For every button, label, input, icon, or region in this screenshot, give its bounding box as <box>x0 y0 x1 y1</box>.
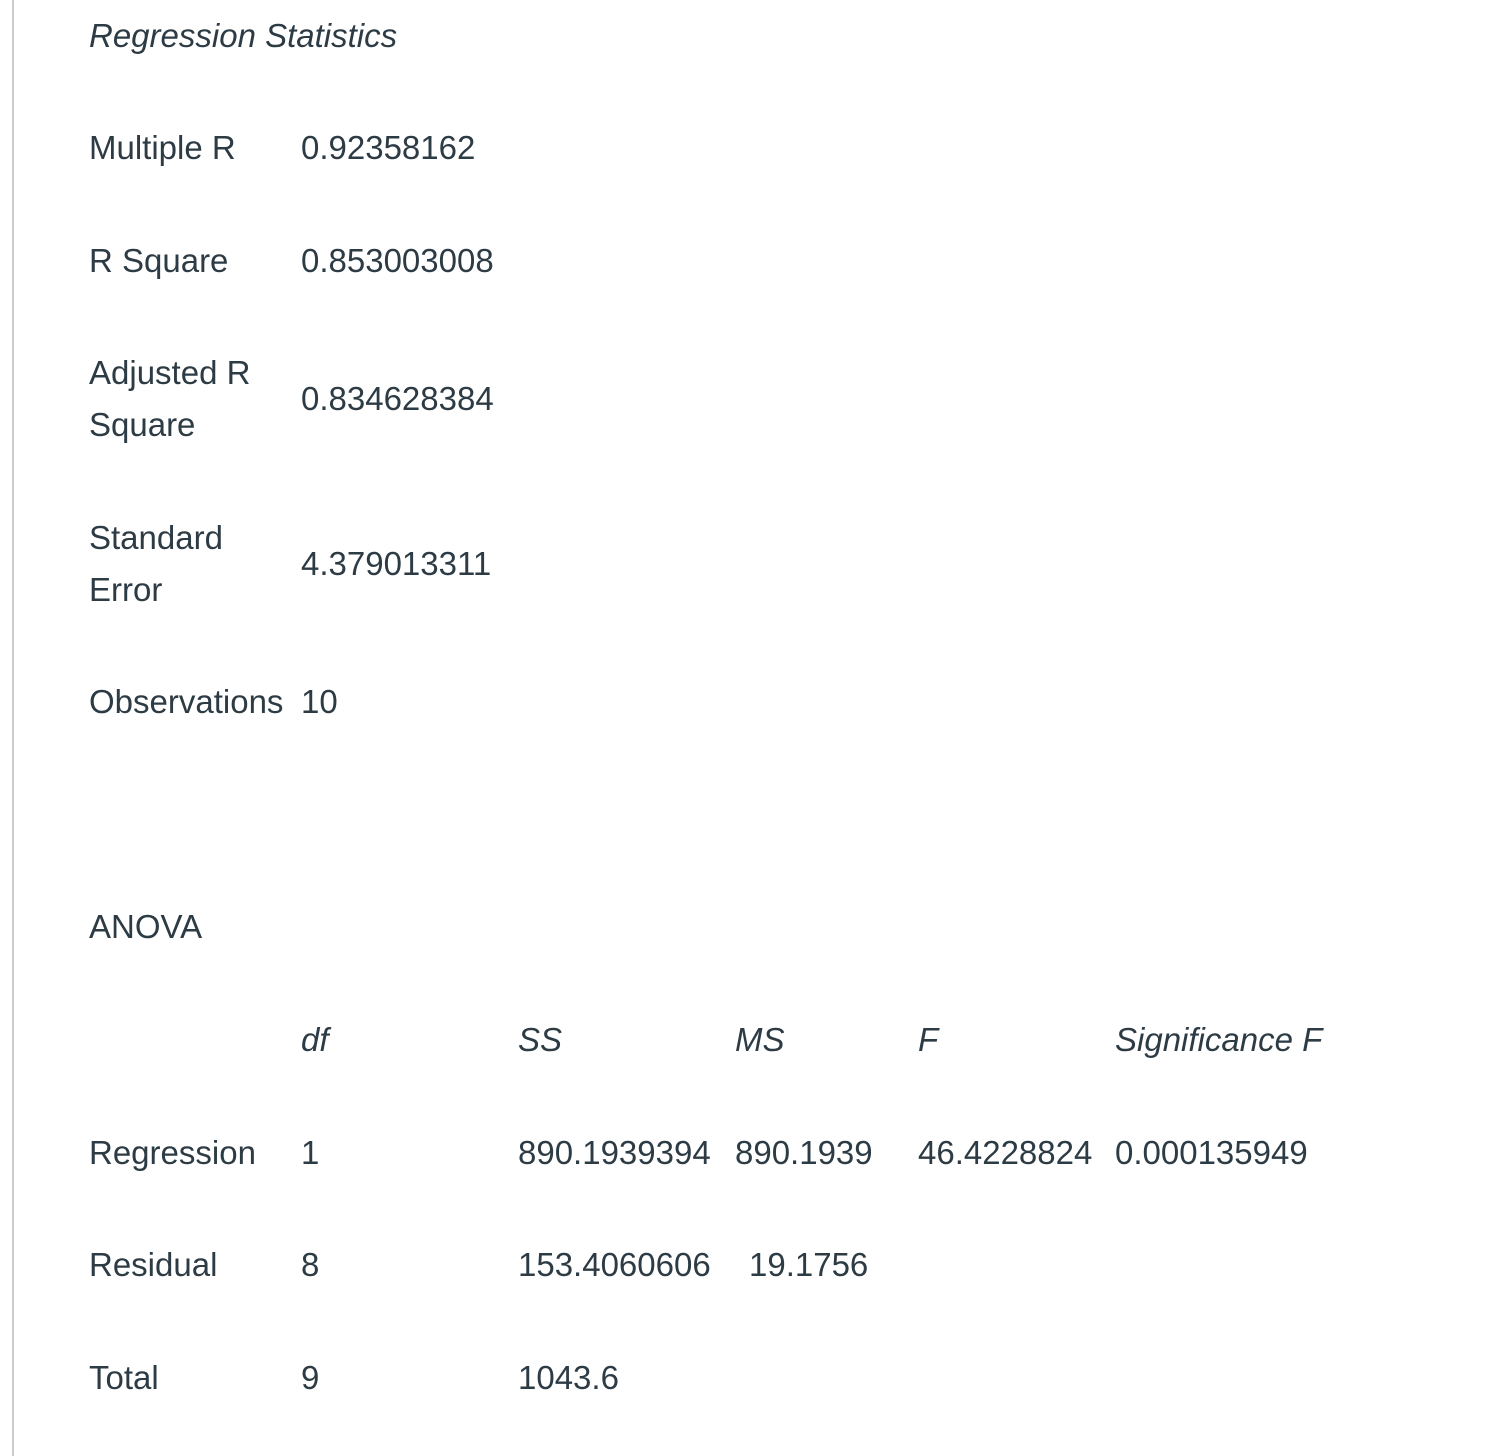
anova-df-value: 1 <box>301 1134 320 1171</box>
anova-col-ms: MS <box>735 1021 785 1058</box>
anova-df-value: 8 <box>301 1246 320 1283</box>
stat-value-observations: 10 <box>301 683 338 720</box>
left-border-rule <box>12 0 14 1456</box>
stat-value-standard-error: 4.379013311 <box>301 545 492 582</box>
stat-label-multiple-r: Multiple R <box>89 129 236 166</box>
anova-ms-value: 890.1939 <box>735 1134 873 1171</box>
anova-ss-value: 153.4060606 <box>518 1246 711 1283</box>
stat-label-adjusted-r-square: Adjusted R Square <box>89 354 251 443</box>
anova-col-ss: SS <box>518 1021 563 1058</box>
anova-source-label: Total <box>89 1359 159 1396</box>
anova-heading: ANOVA <box>89 908 203 945</box>
stat-label-standard-error: Standard Error <box>89 519 223 608</box>
anova-df-value: 9 <box>301 1359 320 1396</box>
anova-source-label: Regression <box>89 1134 256 1171</box>
stat-value-multiple-r: 0.92358162 <box>301 129 476 166</box>
anova-col-f: F <box>918 1021 939 1058</box>
anova-ss-value: 1043.6 <box>518 1359 619 1396</box>
anova-significance-f-value: 0.000135949 <box>1115 1134 1308 1171</box>
anova-ss-value: 890.1939394 <box>518 1134 711 1171</box>
stat-label-r-square: R Square <box>89 242 229 279</box>
anova-source-label: Residual <box>89 1246 218 1283</box>
anova-ms-value: 19.1756 <box>749 1246 869 1283</box>
anova-col-df: df <box>301 1021 329 1058</box>
stat-label-observations: Observations <box>89 683 284 720</box>
regression-statistics-heading: Regression Statistics <box>89 17 398 54</box>
anova-f-value: 46.4228824 <box>918 1134 1093 1171</box>
stat-value-r-square: 0.853003008 <box>301 242 494 279</box>
anova-col-significance-f: Significance F <box>1115 1021 1323 1058</box>
stat-value-adjusted-r-square: 0.834628384 <box>301 380 494 417</box>
